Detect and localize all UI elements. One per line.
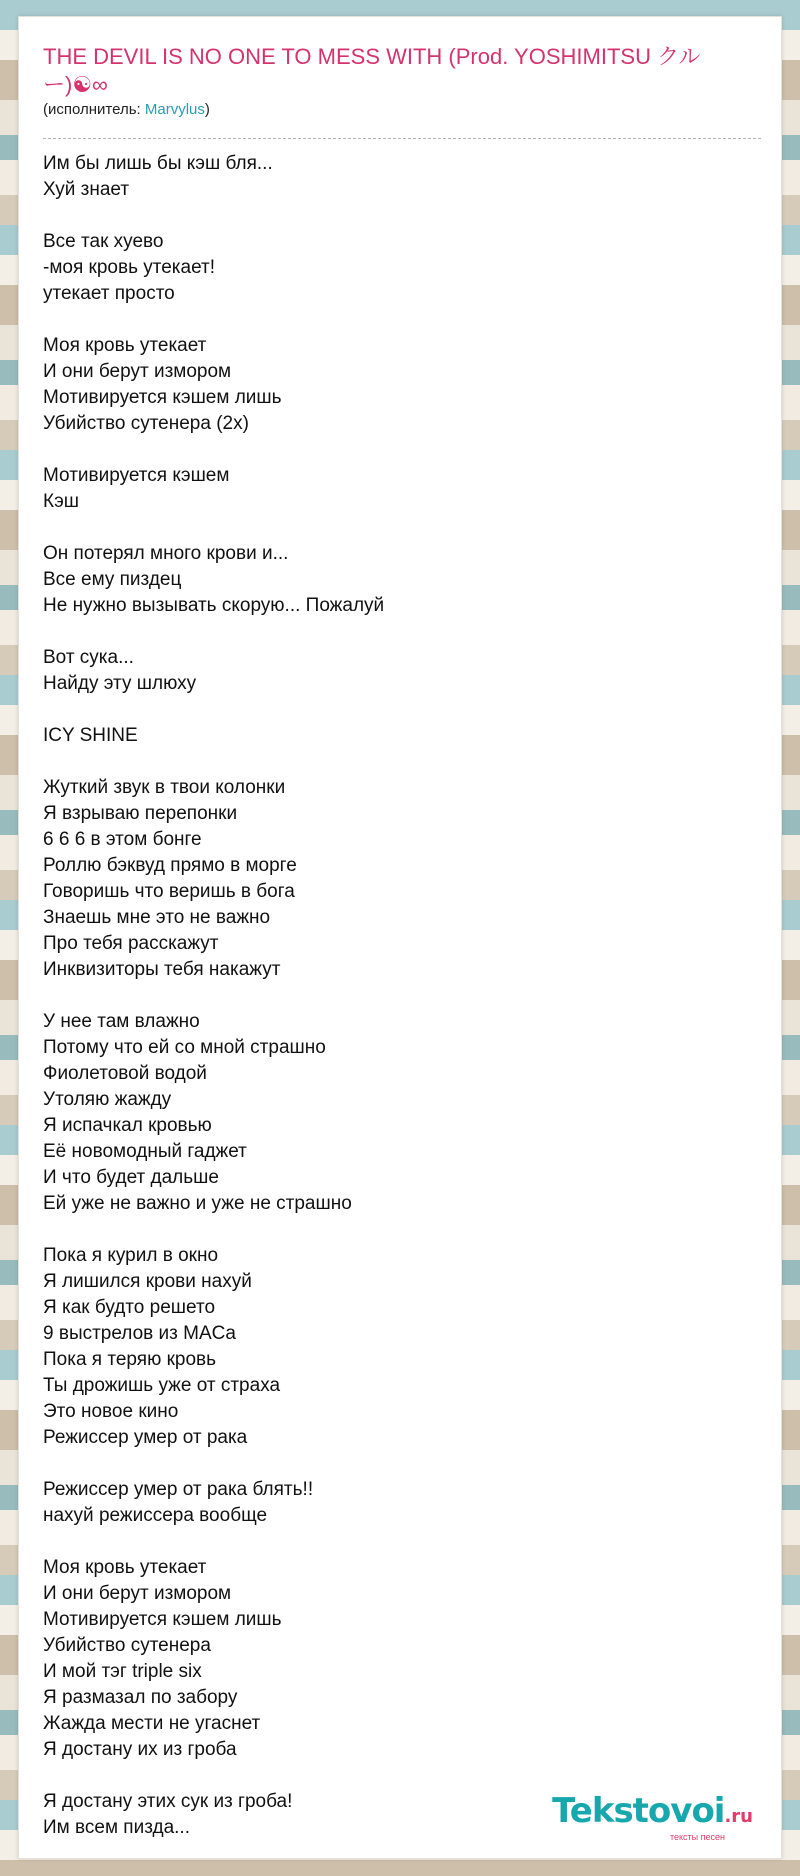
lyric-line: Я испачкал кровью (43, 1115, 212, 1136)
lyric-line: Инквизиторы тебя накажут (43, 959, 281, 980)
lyric-line: Вот сука... (43, 647, 134, 668)
lyric-line: Найду эту шлюху (43, 673, 197, 694)
artist-link[interactable]: Marvylus (144, 101, 205, 118)
lyric-line: нахуй режиссера вообще (43, 1505, 268, 1526)
lyric-line: Жажда мести не угаснет (43, 1713, 261, 1734)
site-logo[interactable] (552, 1791, 753, 1842)
logo-tagline: тексты песен (669, 1832, 725, 1842)
lyric-blank-line (43, 749, 761, 775)
lyric-line: Им всем пизда... (43, 1817, 190, 1838)
lyric-line: Все ему пиздец (43, 569, 182, 590)
lyric-line: Это новое кино (43, 1401, 179, 1422)
song-header (43, 43, 761, 119)
lyric-line: И они берут измором (43, 361, 232, 382)
logo-main-text: Tekstovoi (552, 1791, 725, 1831)
lyric-line: И они берут измором (43, 1583, 232, 1604)
lyric-line: Ей уже не важно и уже не страшно (43, 1193, 352, 1214)
lyric-line: Кэш (43, 491, 80, 512)
lyric-line: Я достану их из гроба (43, 1739, 237, 1760)
lyric-line: Я как будто решето (43, 1297, 216, 1318)
lyric-line: Хуй знает (43, 179, 130, 200)
lyric-line: И что будет дальше (43, 1167, 219, 1188)
lyric-line: У нее там влажно (43, 1011, 200, 1032)
lyric-blank-line (43, 697, 761, 723)
lyric-line: утекает просто (43, 283, 175, 304)
lyric-line: Убийство сутенера (43, 1635, 211, 1656)
header-divider (43, 138, 761, 139)
lyric-line: Потому что ей со мной страшно (43, 1037, 326, 1058)
lyric-line: Мотивируется кэшем лишь (43, 387, 282, 408)
lyric-line: Моя кровь утекает (43, 1557, 207, 1578)
lyric-blank-line (43, 983, 761, 1009)
lyric-line: Ты дрожишь уже от страха (43, 1375, 281, 1396)
lyric-line: Говоришь что веришь в бога (43, 881, 295, 902)
lyric-line: 9 выстрелов из MACа (43, 1323, 236, 1344)
lyric-line: Я достану этих сук из гроба! (43, 1791, 293, 1812)
lyric-line: ICY SHINE (43, 725, 138, 746)
lyric-blank-line (43, 515, 761, 541)
lyric-blank-line (43, 307, 761, 333)
lyric-line: Я лишился крови нахуй (43, 1271, 252, 1292)
artist-suffix: ) (204, 101, 210, 118)
lyric-line: Мотивируется кэшем лишь (43, 1609, 282, 1630)
lyric-blank-line (43, 1529, 761, 1555)
lyric-line: Им бы лишь бы кэш бля... (43, 153, 273, 174)
lyric-blank-line (43, 1217, 761, 1243)
lyrics-text (43, 151, 761, 1841)
lyrics-card (18, 16, 782, 1859)
lyric-line: Мотивируется кэшем (43, 465, 230, 486)
lyric-line: Режиссер умер от рака (43, 1427, 248, 1448)
lyric-line: И мой тэг triple six (43, 1661, 202, 1682)
lyric-line: Моя кровь утекает (43, 335, 207, 356)
lyric-line: Все так хуево (43, 231, 164, 252)
lyric-line: Не нужно вызывать скорую... Пожалуй (43, 595, 385, 616)
lyric-line: Про тебя расскажут (43, 933, 219, 954)
lyric-line: Жуткий звук в твои колонки (43, 777, 286, 798)
lyric-line: Роллю бэквуд прямо в морге (43, 855, 297, 876)
lyric-line: Пока я теряю кровь (43, 1349, 217, 1370)
lyric-line: Я взрываю перепонки (43, 803, 238, 824)
lyric-line: Режиссер умер от рака блять!! (43, 1479, 314, 1500)
lyric-line: -моя кровь утекает! (43, 257, 216, 278)
lyric-line: Пока я курил в окно (43, 1245, 219, 1266)
lyric-line: Утоляю жажду (43, 1089, 172, 1110)
lyric-blank-line (43, 1763, 761, 1789)
lyric-line: Фиолетовой водой (43, 1063, 207, 1084)
lyric-blank-line (43, 619, 761, 645)
lyric-line: 6 6 6 в этом бонге (43, 829, 202, 850)
lyric-line: Знаешь мне это не важно (43, 907, 271, 928)
lyric-blank-line (43, 437, 761, 463)
lyric-line: Я размазал по забору (43, 1687, 238, 1708)
artist-line (43, 101, 761, 119)
lyric-line: Её новомодный гаджет (43, 1141, 247, 1162)
logo-domain: .ru (724, 1806, 753, 1827)
artist-prefix: (исполнитель: (43, 101, 145, 118)
lyric-line: Убийство сутенера (2x) (43, 413, 249, 434)
song-title: THE DEVIL IS NO ONE TO MESS WITH (Prod. YOSHIMITSU クルー)☯∞ (43, 44, 701, 97)
lyric-blank-line (43, 203, 761, 229)
lyric-line: Он потерял много крови и... (43, 543, 289, 564)
lyric-blank-line (43, 1451, 761, 1477)
